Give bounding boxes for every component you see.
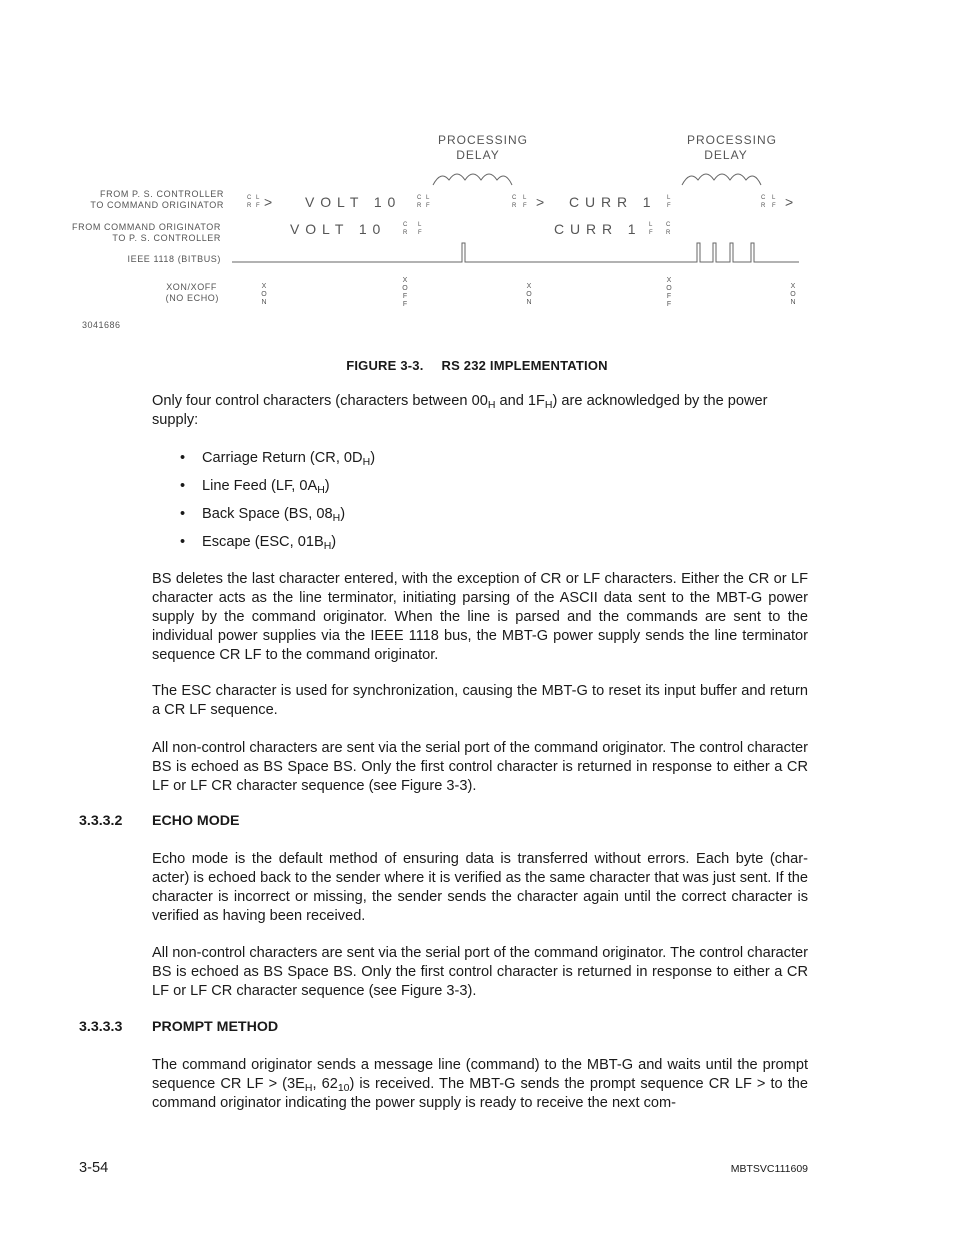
list-item: • Line Feed (LF, $0A_H$) bbox=[180, 478, 330, 496]
processing-delay-label-2-sub: DELAY bbox=[704, 148, 748, 162]
row1-label-line2: TO COMMAND ORIGINATOR bbox=[90, 200, 224, 210]
row4-label-line2: (NO ECHO) bbox=[165, 293, 219, 303]
row2-f-2: F bbox=[649, 230, 653, 236]
row1-f-2: F bbox=[426, 203, 430, 209]
row1-l-5: L bbox=[772, 195, 776, 201]
xon-2-n: N bbox=[526, 299, 532, 306]
row1-prompt-1: > bbox=[264, 194, 274, 210]
xoff-1-o: O bbox=[402, 285, 408, 292]
processing-delay-label-1: PROCESSING bbox=[437, 133, 529, 147]
figure-caption bbox=[0, 358, 954, 373]
row1-prompt-3: > bbox=[785, 194, 795, 210]
row1-r-5: R bbox=[761, 203, 766, 209]
row1-f-5: F bbox=[772, 203, 776, 209]
row1-curr-1: C U R R 1 bbox=[569, 194, 652, 210]
xoff-2-f2: F bbox=[666, 301, 672, 308]
section-title: PROMPT METHOD bbox=[152, 1019, 279, 1035]
xoff-2-x: X bbox=[666, 277, 672, 284]
row1-f-4: F bbox=[667, 203, 671, 209]
list-item: • Back Space (BS, $08_H$) bbox=[180, 506, 346, 524]
row1-l-1: L bbox=[256, 195, 260, 201]
row1-label-line1: FROM P. S. CONTROLLER bbox=[100, 189, 224, 199]
xon-2-o: O bbox=[526, 291, 532, 298]
row2-label-line1: FROM COMMAND ORIGINATOR bbox=[72, 222, 221, 232]
bs-paragraph: BS deletes the last character entered, with the exception of CR or LF characters. Either the CR or LF character acts as the line terminator, initiating parsing of the ASCII data sent to the MBT-G power supply by the command originator. When the line is parsed and the commands are sent to the individual power supplies via the IEEE 1118 bus, the MBT-G power supply sends the line terminator sequence CR LF to the command originator. bbox=[152, 571, 808, 663]
echo-mode-paragraph: Echo mode is the default method of ensuring data is transferred without errors. Each byte (char-acter) is echoed back to the sender where it is verified as the same character that was just sent. If the character is incorrect or missing, the sender sends the character again until the correct character is verified as having been received. bbox=[152, 851, 808, 924]
document-id: MBTSVC111609 bbox=[730, 1163, 808, 1175]
figure-number: FIGURE 3-3. bbox=[346, 358, 424, 373]
row2-curr-1: C U R R 1 bbox=[554, 221, 637, 237]
xoff-2-o: O bbox=[666, 285, 672, 292]
xoff-1-f2: F bbox=[402, 301, 408, 308]
bullet: • bbox=[180, 450, 186, 466]
figure-title: RS 232 IMPLEMENTATION bbox=[441, 358, 608, 373]
row2-volt-10: V O L T 1 0 bbox=[290, 221, 382, 237]
list-item: • Carriage Return (CR, $0D_H$) bbox=[180, 450, 376, 468]
row2-l-1: L bbox=[418, 222, 422, 228]
xon-3-n: N bbox=[790, 299, 796, 306]
row2-r-1: R bbox=[403, 230, 408, 236]
rs232-timing-figure bbox=[0, 0, 954, 340]
row4-label-line1: XON/XOFF bbox=[166, 282, 217, 292]
row1-c-3: C bbox=[512, 195, 517, 201]
section-number: 3.3.3.2 bbox=[79, 813, 123, 829]
list-item: • Escape (ESC, $01B_H$) bbox=[180, 534, 337, 552]
row1-l-2: L bbox=[426, 195, 430, 201]
bullet: • bbox=[180, 534, 186, 550]
row1-c-2: C bbox=[417, 195, 422, 201]
intro-paragraph: Only four control characters (characters between $00_H$ and $1F_H$) are acknowledged by the power supply: bbox=[152, 393, 768, 428]
noncontrol-paragraph-1: All non-control characters are sent via the serial port of the command originator. The control character BS is echoed as BS Space BS. Only the first control character is returned in response to either a CR LF or LF CR character sequence (see Figure 3-3). bbox=[152, 740, 808, 794]
row2-c-3: C bbox=[666, 222, 671, 228]
processing-delay-squiggle-2 bbox=[682, 174, 761, 185]
row1-volt-10: V O L T 1 0 bbox=[305, 194, 397, 210]
control-character-list bbox=[180, 449, 375, 561]
prompt-method-paragraph: The command originator sends a message line (command) to the MBT-G and waits until the prompt sequence CR LF > ($3E_H$, $62_{10}$) is received. The MBT-G sends the prompt sequence CR LF > to the command originator indicating the power supply is ready to receive the next com- bbox=[152, 1057, 809, 1111]
page-number: 3-54 bbox=[79, 1160, 109, 1176]
bullet: • bbox=[180, 506, 186, 522]
row1-r-2: R bbox=[417, 203, 422, 209]
processing-delay-label-1-sub: DELAY bbox=[456, 148, 500, 162]
row1-r-3: R bbox=[512, 203, 517, 209]
row1-f-3: F bbox=[523, 203, 527, 209]
row1-l-4: L bbox=[667, 195, 671, 201]
figure-id: 3041686 bbox=[82, 320, 121, 330]
xoff-1-x: X bbox=[402, 277, 408, 284]
section-number: 3.3.3.3 bbox=[79, 1019, 123, 1035]
row1-f-1: F bbox=[256, 203, 260, 209]
row1-prompt-2: > bbox=[536, 194, 546, 210]
processing-delay-label-2: PROCESSING bbox=[686, 133, 778, 147]
xon-1-x: X bbox=[261, 283, 267, 290]
row1-l-3: L bbox=[523, 195, 527, 201]
row2-f-1: F bbox=[418, 230, 422, 236]
noncontrol-paragraph-2: All non-control characters are sent via the serial port of the command originator. The control character BS is echoed as BS Space BS. Only the first control character is returned in response to either a CR LF or LF CR character sequence (see Figure 3-3). bbox=[152, 945, 808, 999]
xon-2-x: X bbox=[526, 283, 532, 290]
bullet: • bbox=[180, 478, 186, 494]
section-title: ECHO MODE bbox=[152, 813, 240, 829]
xoff-2-f1: F bbox=[666, 293, 672, 300]
xon-1-n: N bbox=[261, 299, 267, 306]
esc-paragraph: The ESC character is used for synchronization, causing the MBT-G to reset its input buffer and return a CR LF sequence. bbox=[152, 683, 808, 718]
xoff-1-f1: F bbox=[402, 293, 408, 300]
xon-3-x: X bbox=[790, 283, 796, 290]
row2-c-1: C bbox=[403, 222, 408, 228]
row2-label-line2: TO P. S. CONTROLLER bbox=[112, 233, 221, 243]
row2-l-2: L bbox=[649, 222, 653, 228]
bitbus-waveform bbox=[232, 243, 799, 262]
xon-3-o: O bbox=[790, 291, 796, 298]
processing-delay-squiggle-1 bbox=[433, 174, 512, 185]
row2-r-3: R bbox=[666, 230, 671, 236]
row1-c-5: C bbox=[761, 195, 766, 201]
row1-c-1: C bbox=[247, 195, 252, 201]
xon-1-o: O bbox=[261, 291, 267, 298]
row3-label: IEEE 1118 (BITBUS) bbox=[127, 254, 221, 264]
row1-r-1: R bbox=[247, 203, 252, 209]
